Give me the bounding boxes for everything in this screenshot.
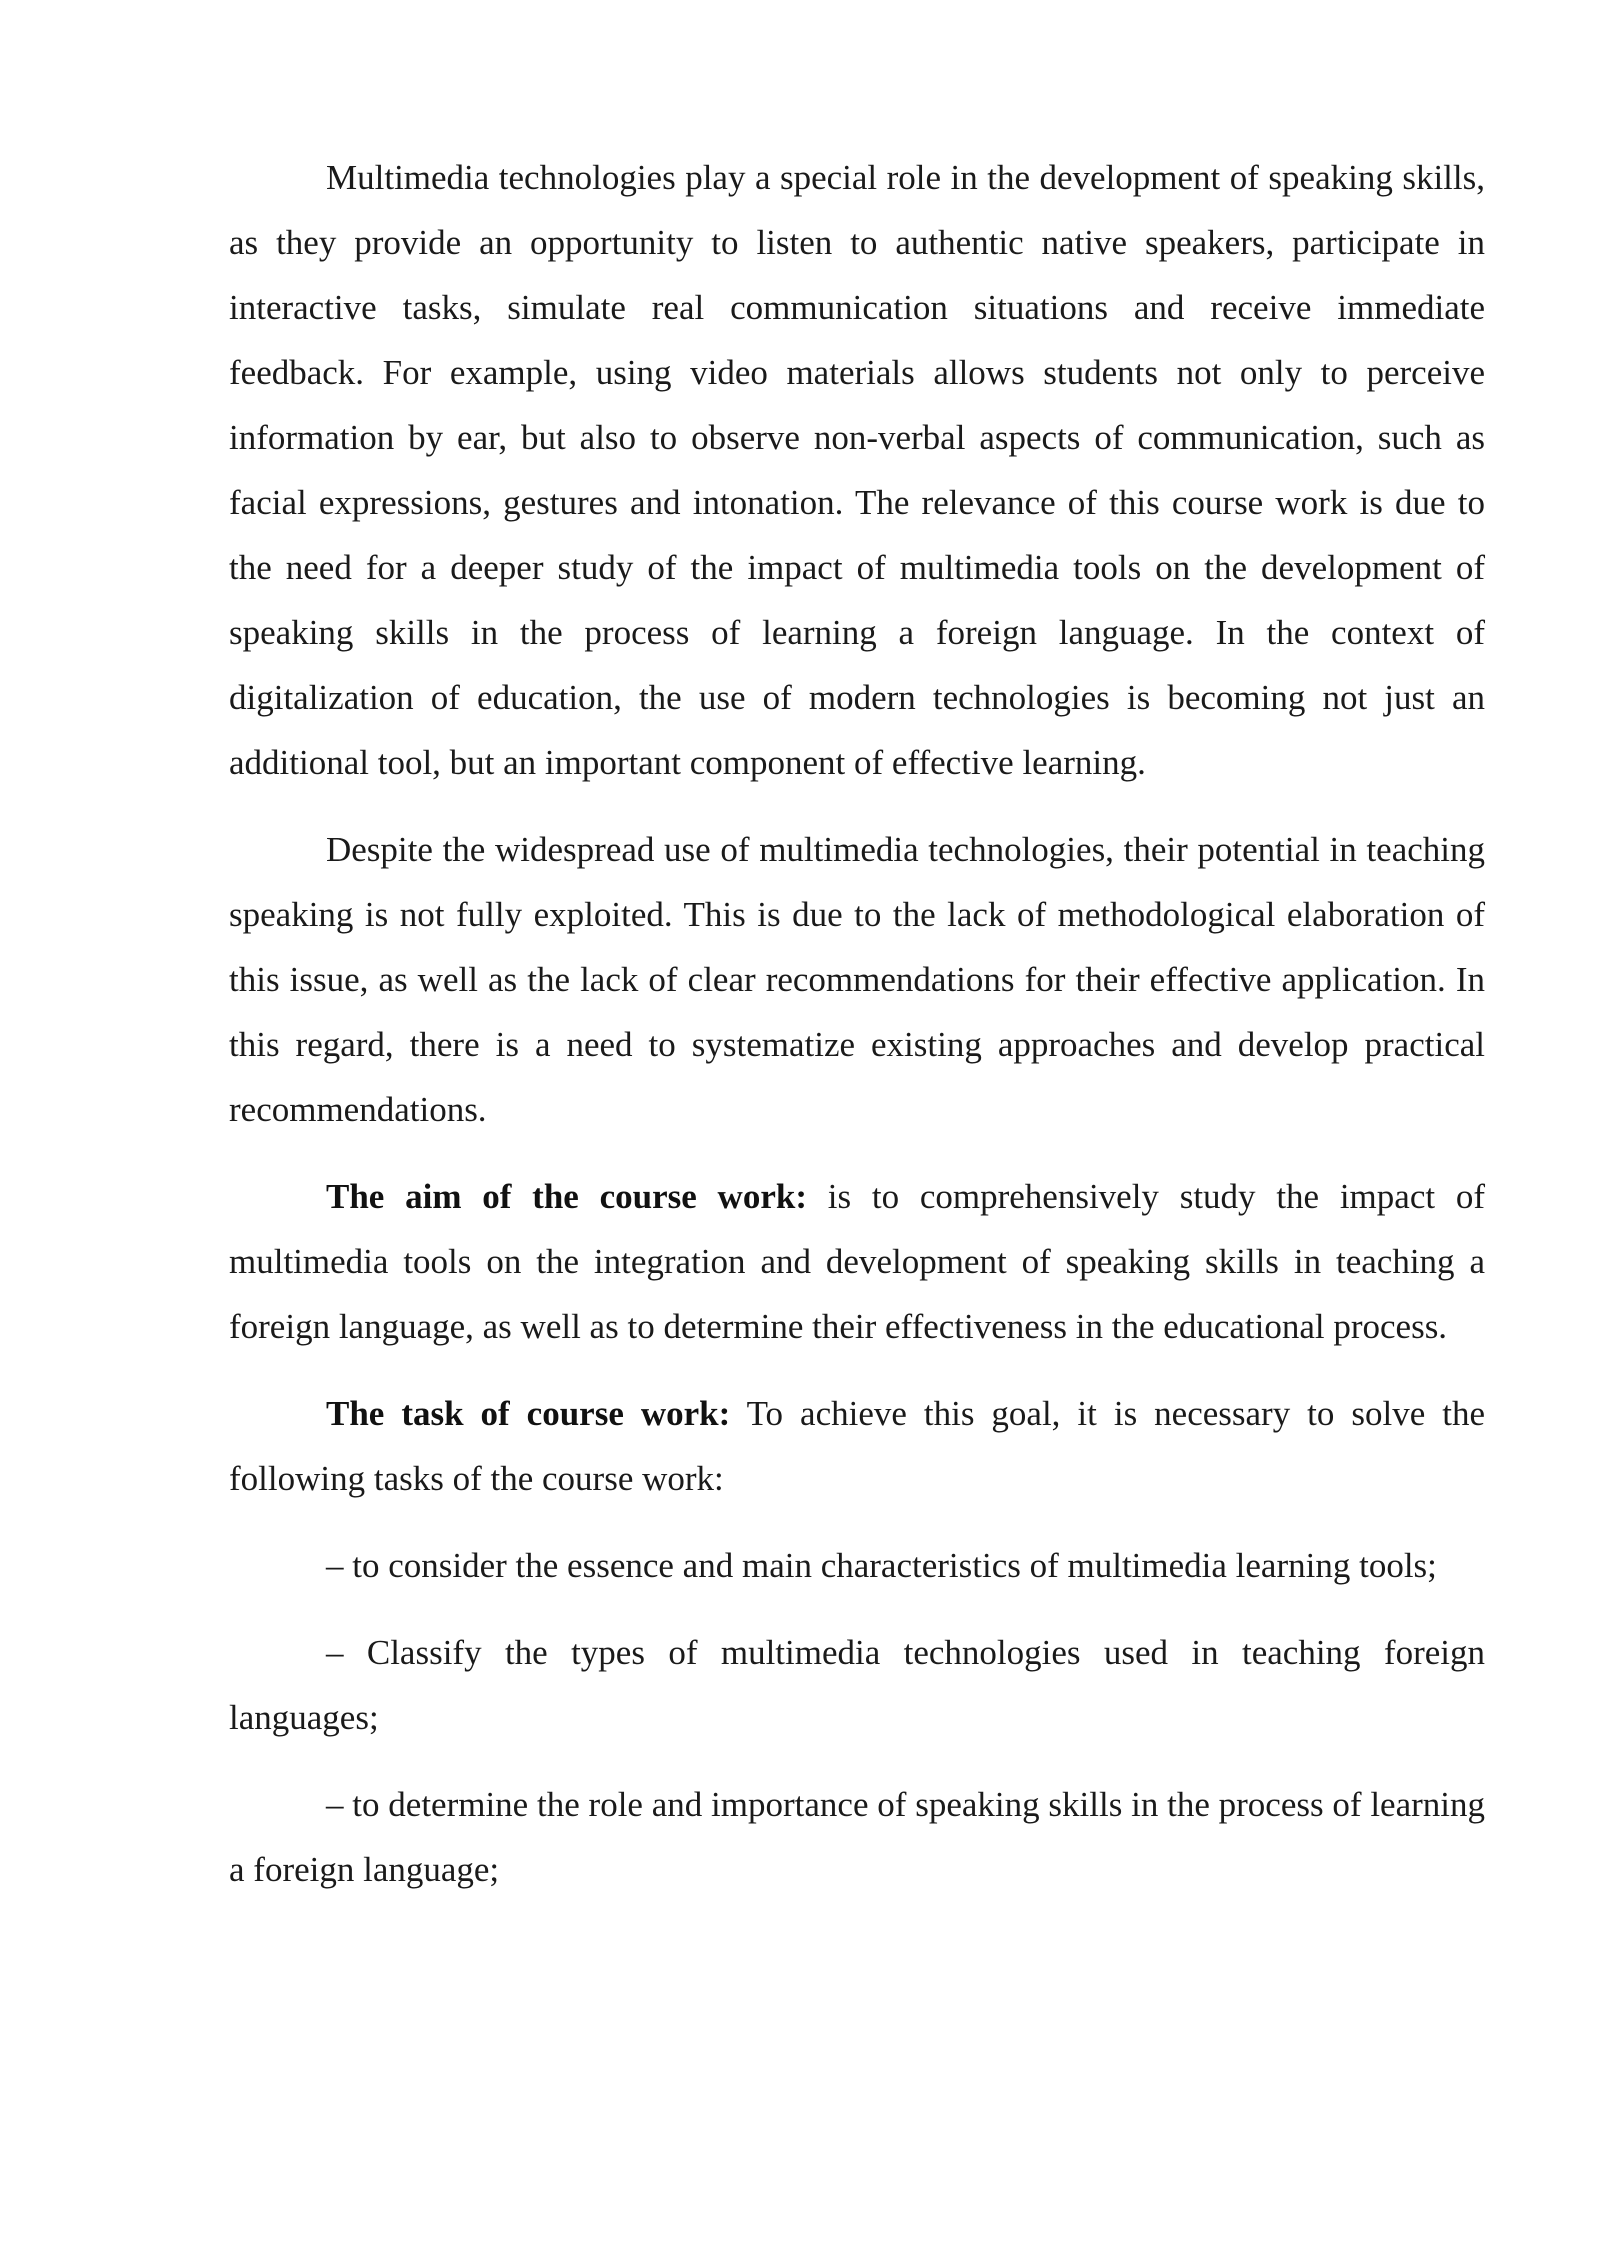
paragraph-tasks [229, 1381, 1485, 1511]
task-item-2 [229, 1620, 1485, 1750]
task-item-3 [229, 1772, 1485, 1902]
paragraph-text: To achieve this goal, it is necessary to solve the following tasks of the course work: [229, 1394, 1485, 1498]
tasks-heading: The task of course work: [326, 1394, 731, 1433]
task-item-text: – Classify the types of multimedia technologies used in teaching foreign languages; [229, 1633, 1485, 1737]
paragraph-text: Despite the widespread use of multimedia technologies, their potential in teaching speaking is not fully exploited. This is due to the lack of methodological elaboration of this issue, as well as the lack of clear recommendations for their effective application. In this regard, there is a need to systematize existing approaches and develop practical recommendations. [229, 830, 1485, 1129]
task-item-text: – to consider the essence and main characteristics of multimedia learning tools; [326, 1546, 1437, 1585]
paragraph-text: Multimedia technologies play a special role in the development of speaking skills, as they provide an opportunity to listen to authentic native speakers, participate in interactive tasks, simulate real communication situations and receive immediate feedback. For example, using video materials allows students not only to perceive information by ear, but also to observe non-verbal aspects of communication, such as facial expressions, gestures and intonation. The relevance of this course work is due to the need for a deeper study of the impact of multimedia tools on the development of speaking skills in the process of learning a foreign language. In the context of digitalization of education, the use of modern technologies is becoming not just an additional tool, but an important component of effective learning. [229, 158, 1485, 782]
paragraph-problem [229, 817, 1485, 1142]
paragraph-aim [229, 1164, 1485, 1359]
task-item-1 [229, 1533, 1485, 1598]
task-item-text: – to determine the role and importance of speaking skills in the process of learning a foreign language; [229, 1785, 1485, 1889]
paragraph-text: is to comprehensively study the impact of multimedia tools on the integration and development of speaking skills in teaching a foreign language, as well as to determine their effectiveness in the educational process. [229, 1177, 1485, 1346]
body-text [229, 145, 1485, 1924]
aim-heading: The aim of the course work: [326, 1177, 807, 1216]
paragraph-relevance [229, 145, 1485, 795]
